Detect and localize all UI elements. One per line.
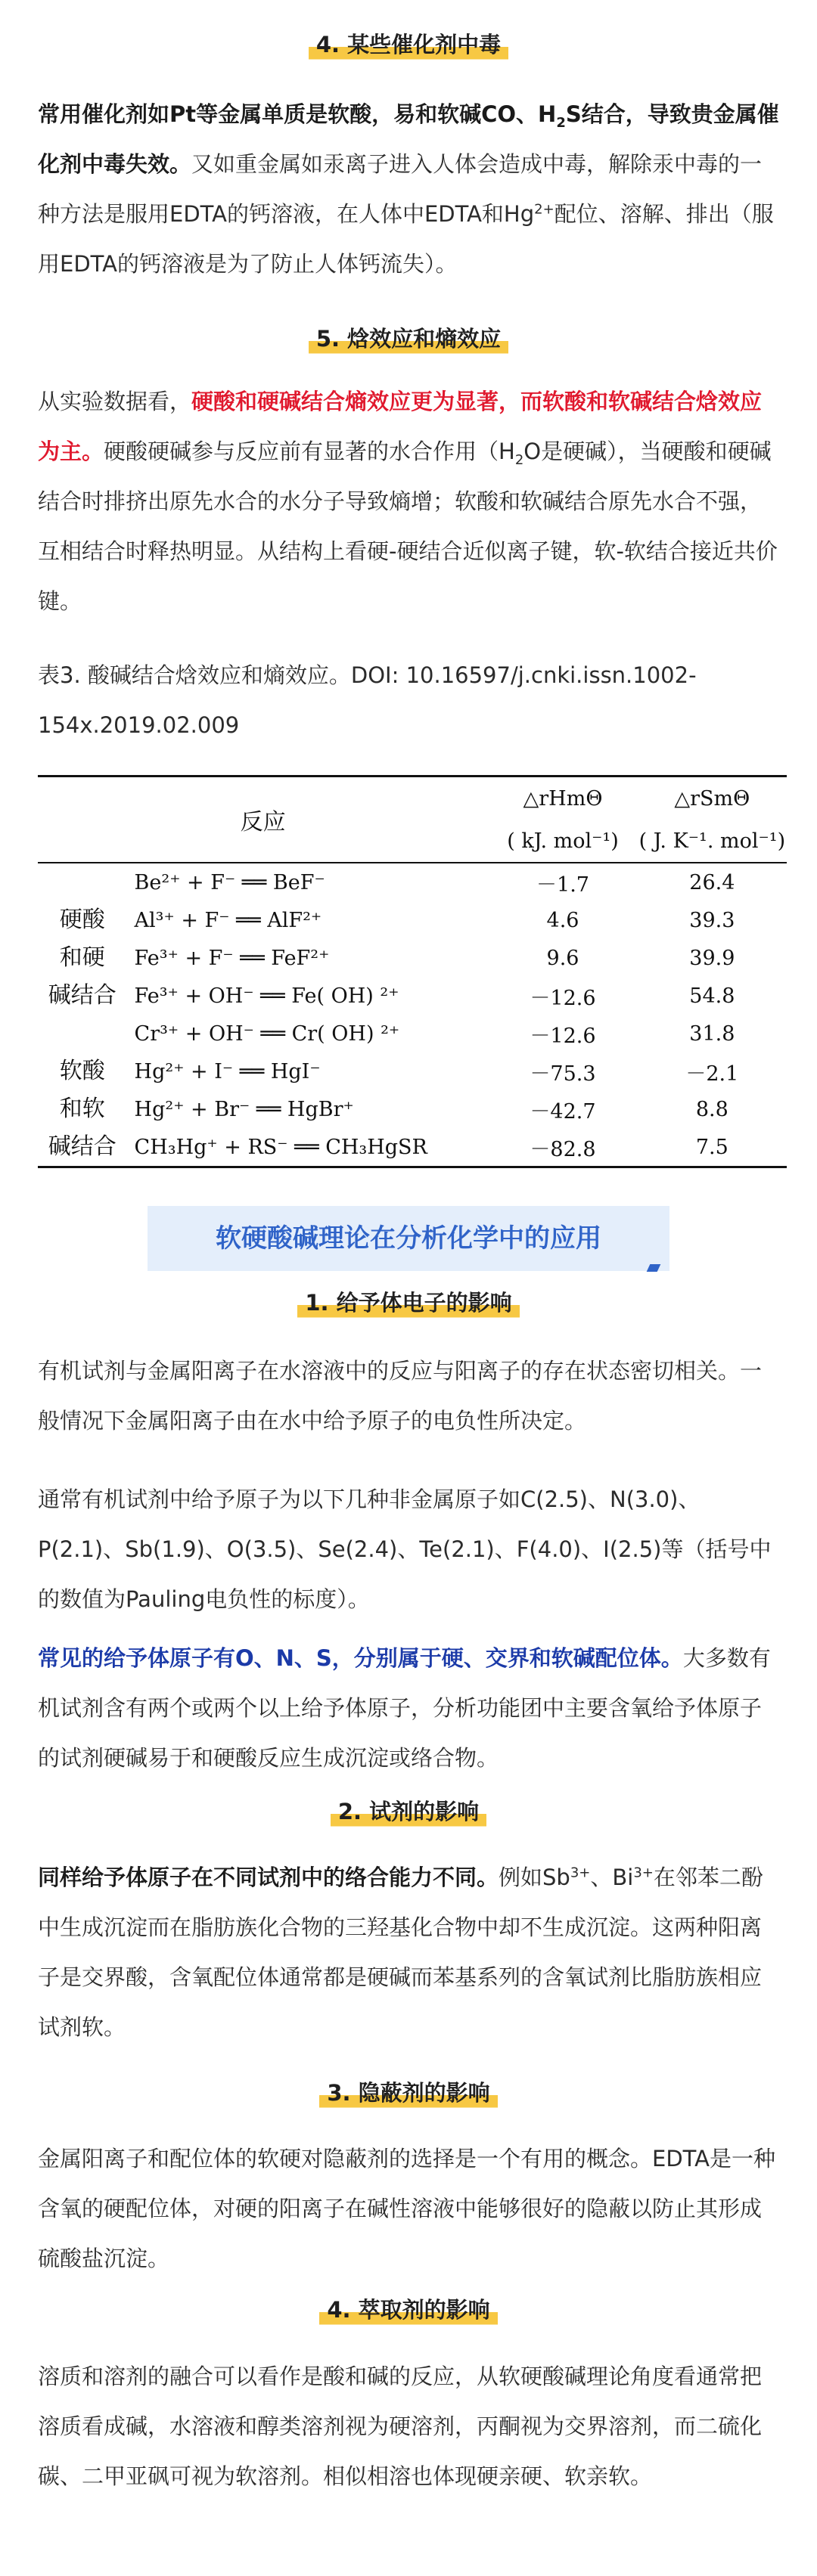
reaction-cell: Fe³⁺ + F⁻ ══ FeF²⁺ — [134, 946, 330, 970]
table-row — [38, 939, 787, 977]
header-reaction: 反应 — [38, 777, 488, 863]
entropy-cell: 54.8 — [689, 984, 735, 1008]
header-entropy-symbol: △rSmΘ — [674, 786, 750, 811]
paragraph-donor-1: 有机试剂与金属阳离子在水溶液中的反应与阳离子的存在状态密切相关。一般情况下金属阳离子由在水中给予原子的电负性所决定。 — [38, 1358, 763, 1434]
section-heading-masking — [0, 2075, 817, 2110]
section-heading-catalyst-poisoning — [0, 27, 817, 62]
table-row — [38, 901, 787, 939]
table-row — [38, 977, 787, 1015]
enthalpy-cell: －82.8 — [530, 1137, 596, 1161]
paragraph-catalyst-poisoning: 常用催化剂如Pt等金属单质是软酸，易和软碱CO、$H_2S$结合，导致贵金属催化剂中毒失效。又如重金属如汞离子进入人体会造成中毒，解除汞中毒的一种方法是服用EDTA的钙溶液，在人体中EDTA和$Hg^{2+}$配位、溶解、排出（服用EDTA的钙溶液是为了防止人体钙流失）。 — [38, 101, 779, 277]
section-heading-label: 4. 萃取剂的影响 — [319, 2292, 497, 2327]
enthalpy-cell: －12.6 — [530, 1024, 596, 1048]
table-header-row — [38, 777, 787, 820]
table-row — [38, 1015, 787, 1052]
paragraph-reagent: 同样给予体原子在不同试剂中的络合能力不同。例如$Sb^{3+}$、$Bi^{3+}$在邻苯二酚中生成沉淀而在脂肪族化合物的三羟基化合物中却不生成沉淀。这两种阳离子是交界酸，含氧配位体通常都是硬碱而苯基系列的含氧试剂比脂肪族相应试剂软。 — [38, 1865, 763, 2040]
entropy-cell: 8.8 — [695, 1097, 728, 1121]
section-heading-label: 4. 某些催化剂中毒 — [309, 27, 508, 62]
section-heading-donor-electrons — [0, 1285, 817, 1320]
enthalpy-cell: 4.6 — [546, 908, 579, 932]
table-row — [38, 863, 787, 901]
group-label-soft: 软酸 和软 碱结合 — [48, 1058, 116, 1160]
reaction-cell: Hg²⁺ + Br⁻ ══ HgBr⁺ — [134, 1097, 354, 1121]
header-enthalpy-symbol: △rHmΘ — [523, 786, 603, 811]
paragraph-donor-2: 通常有机试剂中给予原子为以下几种非金属原子如C(2.5)、N(3.0)、P(2.1)、Sb(1.9)、O(3.5)、Se(2.4)、Te(2.1)、F(4.0)、I(2.5)等（括号中的数值为Pauling电负性的标度）。 — [38, 1486, 772, 1612]
enthalpy-cell: －42.7 — [530, 1099, 596, 1124]
section-heading-label: 2. 试剂的影响 — [331, 1794, 486, 1829]
paragraph-extraction: 溶质和溶剂的融合可以看作是酸和碱的反应，从软硬酸碱理论角度看通常把溶质看成碱，水溶液和醇类溶剂视为硬溶剂，丙酮视为交界溶剂，而二硫化碳、二甲亚砜可视为软溶剂。相似相溶也体现硬亲硬、软亲软。 — [38, 2364, 763, 2489]
section-heading-label: 1. 给予体电子的影响 — [297, 1285, 519, 1320]
table-caption: 表3. 酸碱结合焓效应和熵效应。DOI: 10.16597/j.cnki.issn.1002-154x.2019.02.009 — [38, 662, 697, 738]
table-row — [38, 1090, 787, 1128]
entropy-cell: 31.8 — [689, 1021, 735, 1046]
entropy-cell: 39.9 — [689, 946, 735, 970]
reaction-cell: Fe³⁺ + OH⁻ ══ Fe( OH) ²⁺ — [134, 984, 399, 1008]
reaction-cell: Cr³⁺ + OH⁻ ══ Cr( OH) ²⁺ — [134, 1021, 400, 1046]
section-heading-reagent — [0, 1794, 817, 1829]
enthalpy-entropy-table — [38, 775, 787, 1187]
header-enthalpy-unit: ( kJ. mol⁻¹) — [507, 829, 619, 853]
header-entropy-unit: ( J. K⁻¹. mol⁻¹) — [638, 829, 786, 853]
entropy-cell: 26.4 — [689, 870, 735, 894]
section-heading-label: 3. 隐蔽剂的影响 — [319, 2075, 497, 2110]
reaction-cell: CH₃Hg⁺ + RS⁻ ══ CH₃HgSR — [134, 1135, 427, 1159]
paragraph-donor-3: 常见的给予体原子有O、N、S，分别属于硬、交界和软碱配位体。大多数有机试剂含有两个或两个以上给予体原子，分析功能团中主要含氧给予体原子的试剂硬碱易于和硬酸反应生成沉淀或络合物。 — [38, 1645, 771, 1771]
table-row — [38, 1128, 787, 1167]
enthalpy-cell: －75.3 — [530, 1062, 596, 1086]
chapter-banner: 软硬酸碱理论在分析化学中的应用 — [148, 1206, 669, 1271]
section-heading-extraction — [0, 2292, 817, 2327]
enthalpy-cell: －12.6 — [530, 986, 596, 1010]
entropy-cell: －2.1 — [685, 1062, 739, 1086]
enthalpy-cell: 9.6 — [546, 946, 579, 970]
section-heading-enthalpy-entropy — [0, 321, 817, 356]
paragraph-masking: 金属阳离子和配位体的软硬对隐蔽剂的选择是一个有用的概念。EDTA是一种含氧的硬配位体，对硬的阳离子在碱性溶液中能够很好的隐蔽以防止其形成硫酸盐沉淀。 — [38, 2146, 775, 2271]
entropy-cell: 7.5 — [695, 1135, 728, 1159]
reaction-cell: Hg²⁺ + I⁻ ══ HgI⁻ — [134, 1059, 321, 1083]
reaction-cell: Al³⁺ + F⁻ ══ AlF²⁺ — [134, 908, 322, 932]
enthalpy-cell: －1.7 — [536, 873, 589, 897]
reaction-cell: Be²⁺ + F⁻ ══ BeF⁻ — [134, 870, 325, 894]
entropy-cell: 39.3 — [689, 908, 735, 932]
table-row — [38, 1052, 787, 1090]
group-label-hard: 硬酸 和硬 碱结合 — [48, 907, 116, 1009]
paragraph-enthalpy-entropy: 从实验数据看，硬酸和硬碱结合熵效应更为显著，而软酸和软碱结合焓效应为主。硬酸硬碱参与反应前有显著的水合作用（$H_2O$是硬碱），当硬酸和硬碱结合时排挤出原先水合的水分子导致熵增；软酸和软碱结合原先水合不强，互相结合时释热明显。从结构上看硬-硬结合近似离子键，软-软结合接近共价键。 — [38, 389, 778, 614]
section-heading-label: 5. 焓效应和熵效应 — [309, 321, 508, 356]
